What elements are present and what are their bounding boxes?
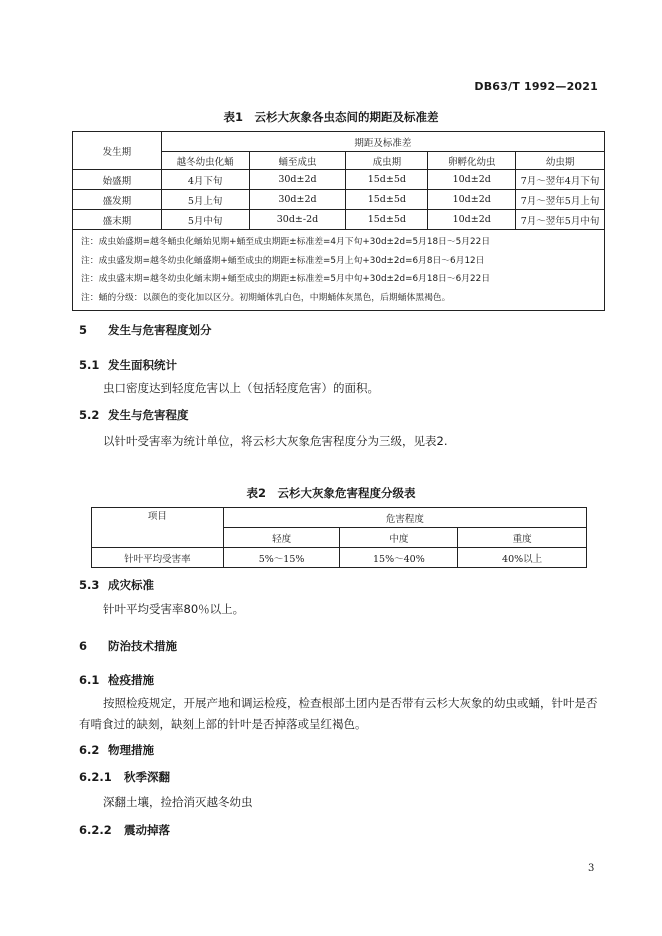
- table-cell: 15d±5d: [346, 190, 428, 210]
- section-5-2-text: 以针叶受害率为统计单位，将云杉大灰象危害程度分为三级，见表2.: [103, 434, 448, 448]
- table-cell: 15d±5d: [346, 170, 428, 190]
- table-cell: 30d±2d: [249, 170, 346, 190]
- table2-row-header: 项目: [92, 508, 224, 548]
- section-title: 发生与危害程度: [108, 408, 189, 422]
- table-row: [73, 190, 605, 210]
- section-6-1-heading: [79, 672, 154, 688]
- table1-row-header: 发生期: [73, 132, 162, 170]
- section-6-2-heading: [79, 742, 154, 758]
- section-5-3-text: 针叶平均受害率80％以上。: [103, 602, 245, 616]
- section-title: 震动掉落: [124, 823, 170, 837]
- table1-col-header: 卵孵化幼虫: [428, 152, 516, 170]
- row-label: 盛末期: [73, 210, 162, 230]
- table1-notes: [73, 230, 605, 311]
- table-cell: 10d±2d: [428, 210, 516, 230]
- table2-group-header: 危害程度: [223, 508, 586, 528]
- table-cell: 40%以上: [458, 548, 587, 568]
- section-5-1-heading: [79, 357, 177, 373]
- table-cell: 30d±-2d: [249, 210, 346, 230]
- section-title: 物理措施: [108, 743, 154, 757]
- row-label: 盛发期: [73, 190, 162, 210]
- standard-code: DB63/T 1992—2021: [474, 80, 598, 93]
- table1-col-header: 成虫期: [346, 152, 428, 170]
- table-cell: 5%～15%: [223, 548, 340, 568]
- table2-title: 表2 云杉大灰象危害程度分级表: [246, 486, 416, 500]
- section-number: 6.2: [79, 743, 100, 757]
- section-title: 发生面积统计: [108, 358, 177, 372]
- section-number: 6.2.2: [79, 823, 112, 837]
- table-cell: 7月～翌年5月中旬: [516, 210, 605, 230]
- table1-col-header: 幼虫期: [516, 152, 605, 170]
- table-cell: 4月下旬: [161, 170, 249, 190]
- table-note: 注：成虫盛发期=越冬幼虫化蛹盛期+蛹至成虫的期距±标准差=5月上旬+30d±2d=6月8日～6月12日: [81, 255, 485, 266]
- section-6-2-2-heading: [79, 822, 170, 838]
- table-cell: 5月上旬: [161, 190, 249, 210]
- section-number: 5: [79, 323, 88, 337]
- table1: [72, 131, 605, 311]
- table-cell: 7月～翌年5月上旬: [516, 190, 605, 210]
- table-cell: 15%～40%: [340, 548, 458, 568]
- table2-col-header: 轻度: [223, 528, 340, 548]
- section-title: 检疫措施: [108, 673, 154, 687]
- section-number: 5.3: [79, 578, 100, 592]
- section-number: 5.2: [79, 408, 100, 422]
- section-title: 成灾标准: [108, 578, 154, 592]
- table1-title: 表1 云杉大灰象各虫态间的期距及标准差: [223, 110, 439, 124]
- section-title: 秋季深翻: [124, 770, 170, 784]
- section-5-heading: [79, 322, 212, 338]
- table1-col-header: 越冬幼虫化蛹: [161, 152, 249, 170]
- section-number: 6.2.1: [79, 770, 112, 784]
- row-label: 针叶平均受害率: [92, 548, 224, 568]
- section-6-1-text: 按照检疫规定，开展产地和调运检疫，检查根部土团内是否带有云杉大灰象的幼虫或蛹，针叶是否有啃食过的缺刻，缺刻上部的针叶是否掉落或呈红褐色。: [79, 696, 598, 731]
- table-row: [73, 210, 605, 230]
- section-5-1-text: 虫口密度达到轻度危害以上（包括轻度危害）的面积。: [103, 381, 379, 395]
- table-note: 注：成虫盛末期=越冬幼虫化蛹末期+蛹至成虫的期距±标准差=5月中旬+30d±2d=6月18日～6月22日: [81, 274, 491, 284]
- row-label: 始盛期: [73, 170, 162, 190]
- table-cell: 10d±2d: [428, 190, 516, 210]
- table2-col-header: 中度: [340, 528, 458, 548]
- section-title: 发生与危害程度划分: [108, 323, 212, 337]
- table-note: 注：成虫始盛期=越冬蛹虫化蛹始见期+蛹至成虫期距±标准差=4月下旬+30d±2d=5月18日～5月22日: [81, 237, 491, 247]
- section-6-heading: [79, 638, 177, 654]
- section-5-2-heading: [79, 407, 189, 423]
- section-6-2-1-heading: [79, 769, 170, 785]
- table2: [91, 507, 587, 568]
- table-cell: 15d±5d: [346, 210, 428, 230]
- table1-group-header: 期距及标准差: [161, 132, 604, 152]
- table-cell: 7月～翌年4月下旬: [516, 170, 605, 190]
- table1-col-header: 蛹至成虫: [249, 152, 346, 170]
- page-number: 3: [588, 863, 595, 874]
- section-number: 6: [79, 639, 88, 653]
- section-5-3-heading: [79, 577, 154, 593]
- section-number: 6.1: [79, 673, 100, 687]
- section-6-2-1-text: 深翻土壤，捡拾消灭越冬幼虫: [103, 795, 253, 809]
- table-cell: 30d±2d: [249, 190, 346, 210]
- table-row: [92, 548, 587, 568]
- table-cell: 5月中旬: [161, 210, 249, 230]
- section-number: 5.1: [79, 358, 100, 372]
- table-row: [73, 170, 605, 190]
- table2-col-header: 重度: [458, 528, 587, 548]
- table-cell: 10d±2d: [428, 170, 516, 190]
- section-title: 防治技术措施: [108, 639, 177, 653]
- table-note: 注：蛹的分级：以颜色的变化加以区分。初期蛹体乳白色，中期蛹体灰黑色，后期蛹体黑褐色。: [81, 292, 451, 303]
